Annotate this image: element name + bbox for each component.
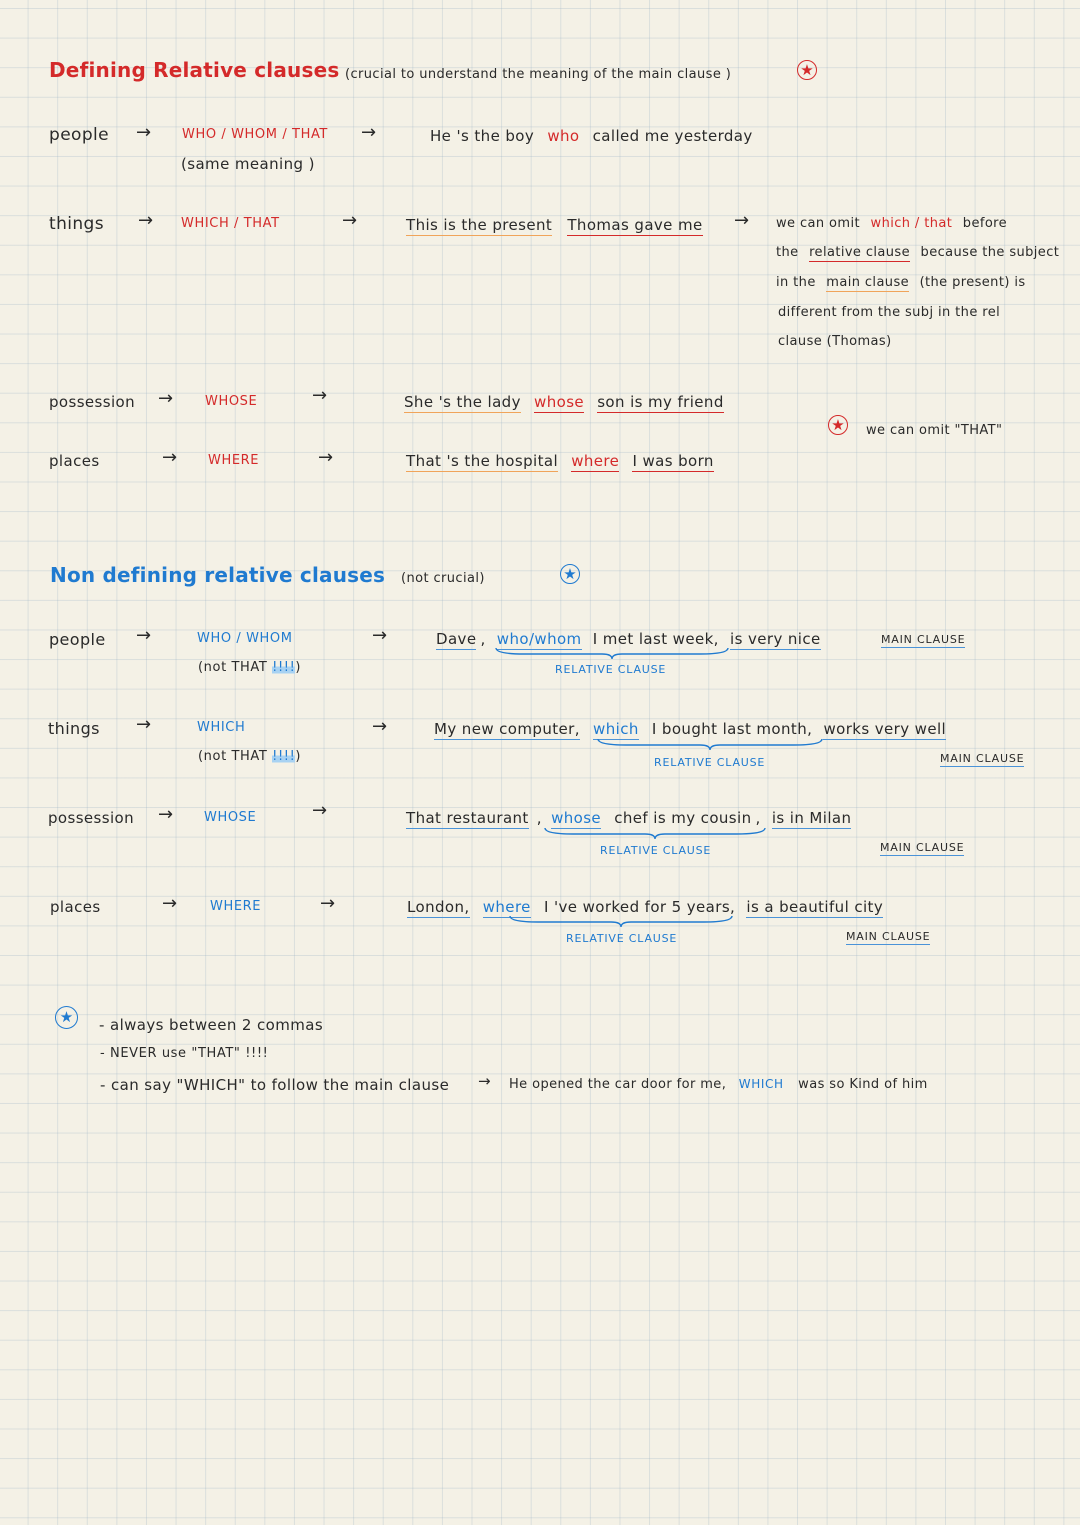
relative-clause-label: RELATIVE CLAUSE: [566, 932, 678, 945]
example-relative-clause: I was born: [632, 452, 714, 470]
example-main-clause: is a beautiful city: [746, 898, 884, 916]
non-defining-people-pronoun: WHO / WHOM: [197, 631, 293, 646]
right-arrow-icon: →: [162, 447, 178, 468]
defining-people-label: people: [49, 125, 110, 145]
star-icon: ★: [55, 1006, 78, 1029]
example-pronoun: whose: [551, 809, 602, 827]
rule-never-that: - NEVER use "THAT" !!!!: [100, 1046, 269, 1061]
not-that-warning: [198, 749, 301, 764]
right-arrow-icon: →: [158, 388, 174, 409]
right-arrow-icon: →: [318, 447, 334, 468]
relative-clause-label: RELATIVE CLAUSE: [600, 844, 712, 857]
main-clause-label: MAIN CLAUSE: [880, 841, 965, 854]
note-relative-clause: relative clause: [809, 245, 910, 260]
note-text: the: [776, 245, 799, 260]
curly-brace-icon: [508, 914, 734, 928]
warning-close: ): [295, 749, 302, 764]
main-clause-label: MAIN CLAUSE: [846, 930, 931, 943]
example-relative-clause: I bought last month,: [651, 720, 813, 738]
relative-clause-label: RELATIVE CLAUSE: [654, 756, 766, 769]
example-pronoun: which: [593, 720, 639, 738]
defining-people-example: [430, 127, 753, 145]
right-arrow-icon: →: [342, 210, 358, 231]
example-main-clause: That 's the hospital: [406, 452, 559, 470]
right-arrow-icon: →: [136, 122, 152, 143]
example-relative-clause: son is my friend: [597, 393, 724, 411]
note-pronoun: which / that: [870, 216, 953, 231]
right-arrow-icon: →: [312, 385, 328, 406]
omit-which-note-line1: [776, 216, 1007, 231]
non-defining-people-label: people: [49, 630, 106, 649]
relative-clause-label: RELATIVE CLAUSE: [555, 663, 667, 676]
example-main-clause: This is the present: [406, 216, 553, 234]
defining-places-pronoun: WHERE: [208, 453, 260, 468]
defining-things-label: things: [49, 214, 104, 234]
example-main-clause: Dave: [436, 630, 477, 648]
right-arrow-icon: →: [320, 893, 336, 914]
defining-title: Defining Relative clauses: [49, 58, 340, 82]
note-main-clause: main clause: [826, 275, 910, 290]
rule-which-example: [509, 1077, 928, 1092]
example-pronoun: WHICH: [738, 1077, 784, 1091]
rule-which-main-clause: - can say "WHICH" to follow the main clause: [100, 1076, 450, 1094]
example-pronoun: whose: [534, 393, 585, 411]
right-arrow-icon: →: [158, 804, 174, 825]
non-defining-possession-pronoun: WHOSE: [204, 810, 257, 825]
main-clause-label: MAIN CLAUSE: [940, 752, 1025, 765]
right-arrow-icon: →: [372, 625, 388, 646]
non-defining-things-example: [434, 720, 946, 738]
non-defining-places-label: places: [50, 898, 101, 916]
right-arrow-icon: →: [162, 893, 178, 914]
example-relative-clause: I 've worked for 5 years,: [543, 898, 736, 916]
example-text: He opened the car door for me,: [509, 1077, 727, 1092]
defining-things-pronoun: WHICH / THAT: [181, 216, 280, 231]
omit-which-note-line4: different from the subj in the rel: [778, 305, 1001, 320]
defining-note: (crucial to understand the meaning of the main clause ): [345, 67, 732, 82]
example-comma: ,: [480, 630, 486, 648]
example-main-clause: is very nice: [730, 630, 821, 648]
non-defining-things-pronoun: WHICH: [197, 720, 246, 735]
non-defining-possession-example: [406, 809, 851, 827]
warning-text: (not THAT: [198, 660, 268, 675]
warning-bangs: !!!!: [272, 660, 296, 675]
non-defining-places-pronoun: WHERE: [210, 899, 262, 914]
curly-brace-icon: [543, 826, 767, 840]
note-text: we can omit: [776, 216, 860, 231]
defining-places-label: places: [49, 452, 100, 470]
defining-things-example: [406, 216, 703, 234]
star-icon: ★: [828, 415, 848, 435]
star-icon: ★: [560, 564, 580, 584]
omit-which-note-line3: [776, 275, 1026, 290]
curly-brace-icon: [494, 646, 730, 660]
example-text: was so Kind of him: [798, 1077, 928, 1092]
example-main-clause: My new computer,: [434, 720, 580, 738]
example-pronoun: who: [547, 127, 580, 145]
example-part: called me yesterday: [592, 127, 753, 145]
not-that-warning: [198, 660, 301, 675]
non-defining-things-label: things: [48, 719, 100, 738]
example-pronoun: who/whom: [496, 630, 582, 648]
defining-people-pronoun: WHO / WHOM / THAT: [182, 127, 328, 142]
example-main-clause: London,: [407, 898, 470, 916]
right-arrow-icon: →: [361, 122, 377, 143]
example-main-clause: is in Milan: [771, 809, 852, 827]
example-main-clause: She 's the lady: [404, 393, 521, 411]
example-main-clause: works very well: [823, 720, 947, 738]
right-arrow-icon: →: [138, 210, 154, 231]
defining-possession-pronoun: WHOSE: [205, 394, 258, 409]
defining-possession-example: [404, 393, 724, 411]
star-icon: ★: [797, 60, 817, 80]
warning-close: ): [295, 660, 302, 675]
defining-people-subnote: (same meaning ): [181, 155, 315, 173]
example-relative-clause: Thomas gave me: [567, 216, 703, 234]
right-arrow-icon: →: [136, 714, 152, 735]
note-text: in the: [776, 275, 816, 290]
omit-which-note-line5: clause (Thomas): [778, 334, 892, 349]
curly-brace-icon: [596, 737, 824, 751]
non-defining-note: (not crucial): [401, 571, 485, 586]
example-pronoun: where: [571, 452, 620, 470]
example-comma: ,: [755, 809, 761, 827]
rule-commas: - always between 2 commas: [99, 1016, 324, 1034]
right-arrow-icon: →: [734, 210, 750, 231]
defining-possession-label: possession: [49, 393, 136, 411]
warning-bangs: !!!!: [272, 749, 296, 764]
non-defining-title: Non defining relative clauses: [50, 563, 386, 587]
example-pronoun: where: [482, 898, 531, 916]
omit-that-note: we can omit "THAT": [866, 423, 1003, 438]
note-text: (the present) is: [919, 275, 1026, 290]
main-clause-label: MAIN CLAUSE: [881, 633, 966, 646]
note-text: because the subject: [920, 245, 1060, 260]
right-arrow-icon: →: [372, 716, 388, 737]
example-comma: ,: [536, 809, 542, 827]
example-relative-clause: chef is my cousin: [614, 809, 752, 827]
right-arrow-icon: →: [136, 625, 152, 646]
example-relative-clause: I met last week,: [592, 630, 719, 648]
non-defining-possession-label: possession: [48, 809, 135, 827]
right-arrow-icon: →: [478, 1072, 491, 1090]
omit-which-note-line2: [776, 245, 1059, 260]
right-arrow-icon: →: [312, 800, 328, 821]
note-text: before: [962, 216, 1008, 231]
defining-places-example: [406, 452, 714, 470]
example-part: He 's the boy: [430, 127, 535, 145]
warning-text: (not THAT: [198, 749, 268, 764]
example-main-clause: That restaurant: [406, 809, 529, 827]
